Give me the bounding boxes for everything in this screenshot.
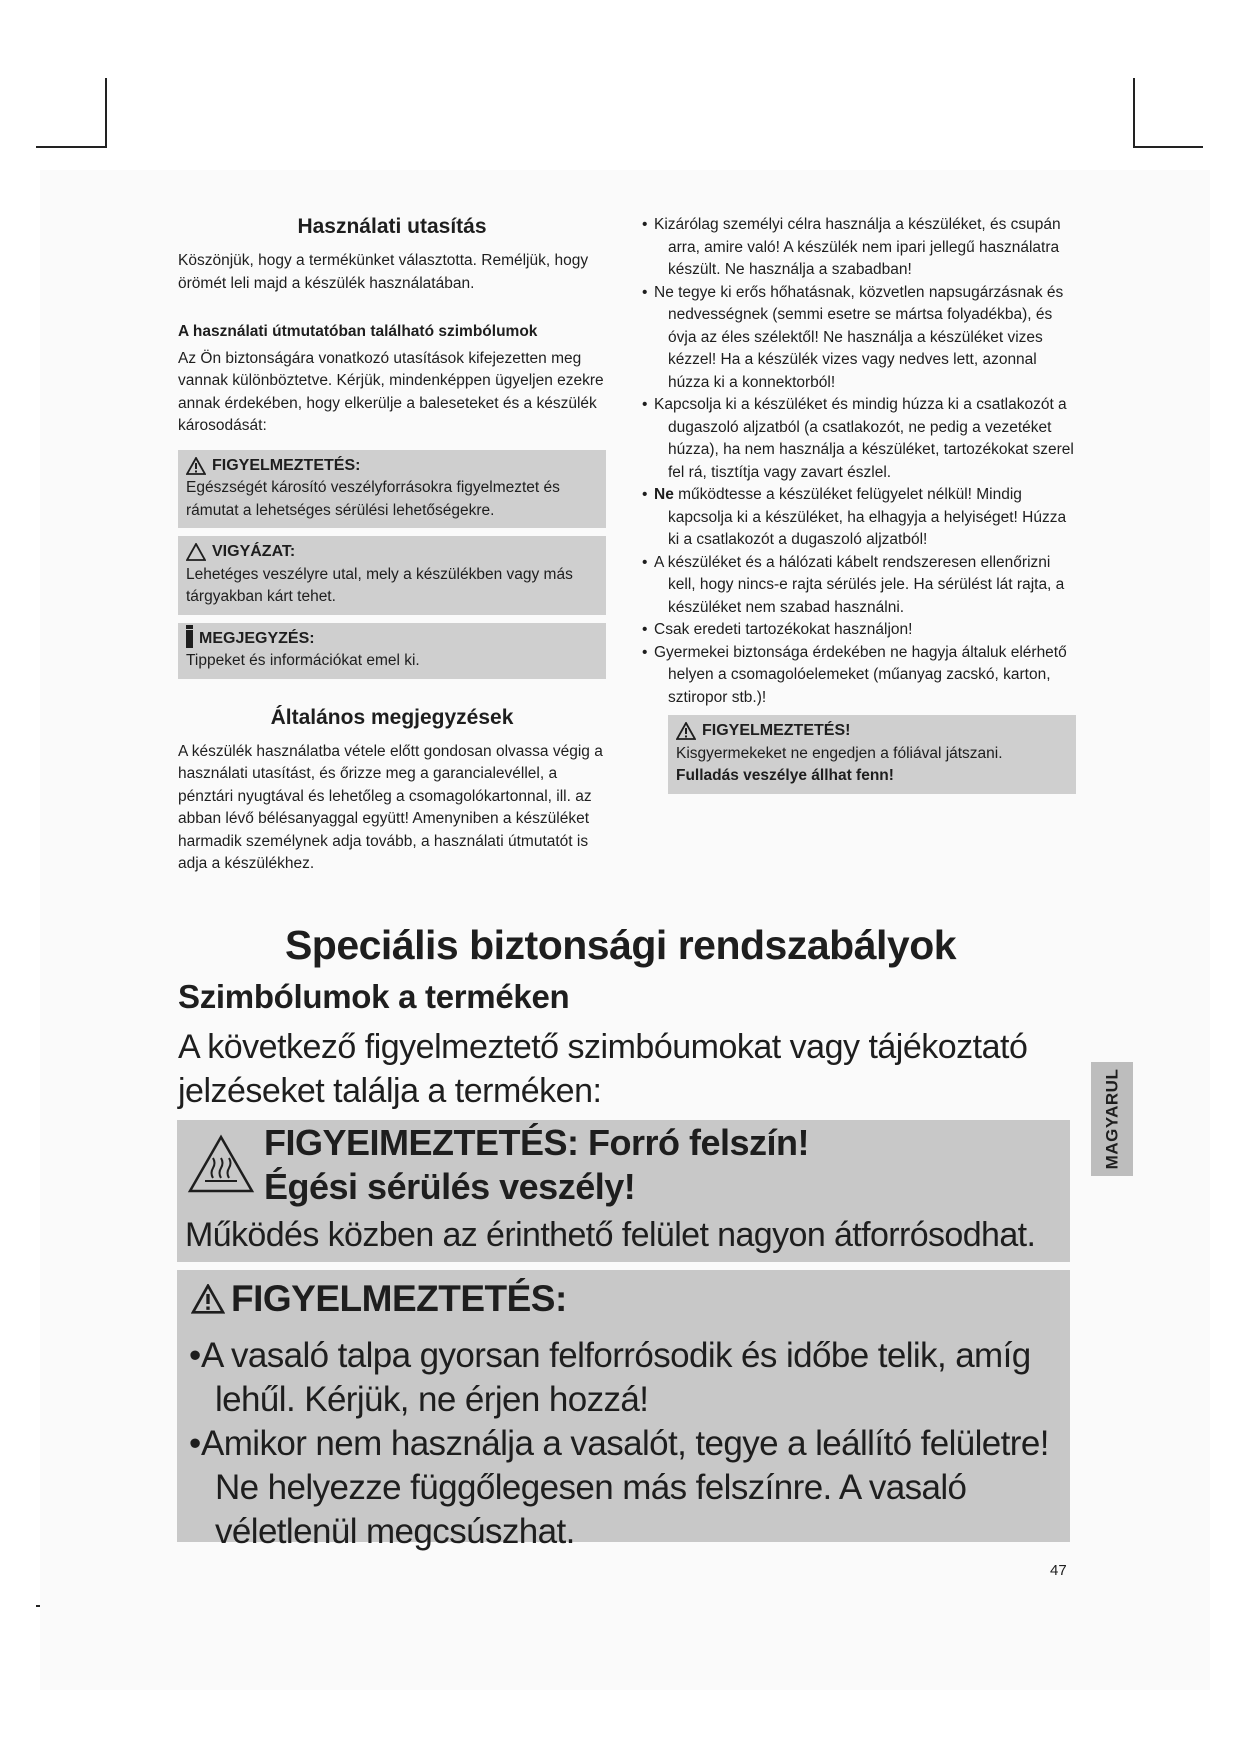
hot-surface-description: Működés közben az érinthető felület nagyon átforrósodhat. <box>185 1216 1036 1254</box>
list-item: • A vasaló talpa gyorsan felforrósodik és időbe telik, amíg lehűl. Kérjük, ne érjen hozzá! <box>187 1334 1057 1422</box>
iron-warning-box <box>177 1270 1070 1551</box>
bold-ne: Ne <box>654 486 674 503</box>
list-item: • Csak eredeti tartozékokat használjon! <box>640 619 1076 642</box>
warning-text: Egészségét károsító veszélyforrásokra figyelmeztet és rámutat a lehetséges sérülési lehetőségekre. <box>186 479 560 519</box>
language-tab-label: MAGYARUL <box>1102 1068 1121 1170</box>
warning-triangle-icon <box>186 457 206 475</box>
caution-triangle-icon <box>186 543 206 561</box>
list-item: • Ne tegye ki erős hőhatásnak, közvetlen napsugárzásnak és nedvességnek (semmi esetre se mártsa folyadékba), és óvja az éles szélektől! Ne használja a készüléket vizes kézzel! Ha a készülék vizes vagy nedves lett, azonnal húzza ki a konnektorból! <box>640 282 1076 395</box>
foil-warning-label: FIGYELMEZTETÉS! <box>702 722 851 739</box>
warning-triangle-icon <box>191 1284 225 1314</box>
caution-box <box>178 536 606 615</box>
warning-box <box>178 450 606 529</box>
product-symbols-title: Szimbólumok a terméken <box>178 978 570 1015</box>
special-safety-title: Speciális biztonsági rendszabályok <box>284 922 957 968</box>
burn-hazard-title: Égési sérülés veszély! <box>264 1166 636 1207</box>
bullet4-text: működtesse a készüléket felügyelet nélkül! Mindig kapcsolja ki a készüléket, ha elhagyja a helyiséget! Húzza ki a csatlakozót a dugaszoló aljzatból! <box>668 486 1067 548</box>
warning-label: FIGYELMEZTETÉS: <box>212 456 361 474</box>
list-item: • Amikor nem használja a vasalót, tegye a leállító felületre! Ne helyezze függőlegesen más felszínre. A vasaló véletlenül megcsúszhat. <box>187 1422 1057 1554</box>
language-tab <box>1091 1062 1133 1176</box>
page-number: 47 <box>1050 1562 1067 1579</box>
product-symbols-intro: A következő figyelmeztető szimbóumokat vagy tájékoztató jelzéseket találja a terméken: <box>178 1028 1028 1110</box>
list-item: • Kapcsolja ki a készüléket és mindig húzza ki a csatlakozót a dugaszoló aljzatból (a csatlakozót, ne pedig a vezetéket húzza), ha nem használja a készüléket, tartozékokat szerel fel rá, tisztítja vagy zavart észlel. <box>640 394 1076 484</box>
choking-warning: Fulladás veszélye állhat fenn! <box>676 767 894 784</box>
hot-surface-title: FIGYEIMEZTETÉS: Forró felszín! <box>264 1122 810 1163</box>
note-text: Tippeket és információkat emel ki. <box>186 652 420 669</box>
list-item: • Gyermekei biztonsága érdekében ne hagyja általuk elérhető helyen a csomagolóelemeket (műanyag zacskó, karton, sztiropor stb.)! <box>640 642 1076 710</box>
foil-warning-box <box>668 715 1076 794</box>
list-item: • Kizárólag személyi célra használja a készüléket, és csupán arra, amire való! A készülék nem ipari jellegű használatra készült. Ne használja a szabadban! <box>640 214 1076 282</box>
iron-warning-label: FIGYELMEZTETÉS: <box>231 1278 567 1319</box>
list-item: • A készüléket és a hálózati kábelt rendszeresen ellenőrizni kell, hogy nincs-e rajta sérülés jele. Ha sérülést lát rajta, a készüléket nem szabad használni. <box>640 552 1076 620</box>
foil-warning-text: Kisgyermekeket ne engedjen a fóliával játszani. Fulladás veszélye állhat fenn! <box>676 744 1003 784</box>
left-column <box>178 214 606 876</box>
note-box <box>178 623 606 679</box>
hot-surface-warning-box <box>177 1120 1070 1262</box>
info-icon <box>186 630 193 648</box>
safety-list <box>640 214 1076 709</box>
crop-mark-top-left-v <box>105 78 107 148</box>
crop-mark-top-right-h <box>1133 146 1203 148</box>
warning-triangle-icon <box>676 722 696 740</box>
caution-text: Lehetéges veszélyre utal, mely a készülékben vagy más tárgyakban kárt tehet. <box>186 565 573 605</box>
manual-title: Használati utasítás <box>297 215 487 238</box>
right-column <box>640 214 1076 794</box>
note-label: MEGJEGYZÉS: <box>199 629 315 647</box>
general-notes-title: Általános megjegyzések <box>270 705 514 729</box>
caution-label: VIGYÁZAT: <box>212 543 296 560</box>
symbols-heading: A használati útmutatóban található szimbólumok <box>178 323 538 340</box>
general-notes-text: A készülék használatba vétele előtt gondosan olvassa végig a használati utasítást, és őrizze meg a garancialevéllel, a pénztári nyugtával és lehetőleg a csomagolókartonnal, ill. az abban lévő bélésanyaggal együtt! Amenyniben a készüléket harmadik személynek adja tovább, a használati útmutatót is adja a készülékhez. <box>178 742 603 872</box>
symbols-text: Az Ön biztonságára vonatkozó utasítások kifejezetten meg vannak különböztetve. Kérjük, mindenképpen ügyeljen ezekre annak érdekében, hogy elkerülje a baleseteket és a készülék károsodását: <box>178 349 604 434</box>
hot-surface-icon <box>187 1134 255 1194</box>
crop-mark-top-right-v <box>1133 78 1135 148</box>
intro-text: Köszönjük, hogy a termékünket választotta. Reméljük, hogy örömét leli majd a készülék használatában. <box>178 252 589 292</box>
iron-warning-list <box>187 1334 1057 1554</box>
crop-mark-top-left-h <box>36 146 106 148</box>
list-item <box>640 484 1076 552</box>
